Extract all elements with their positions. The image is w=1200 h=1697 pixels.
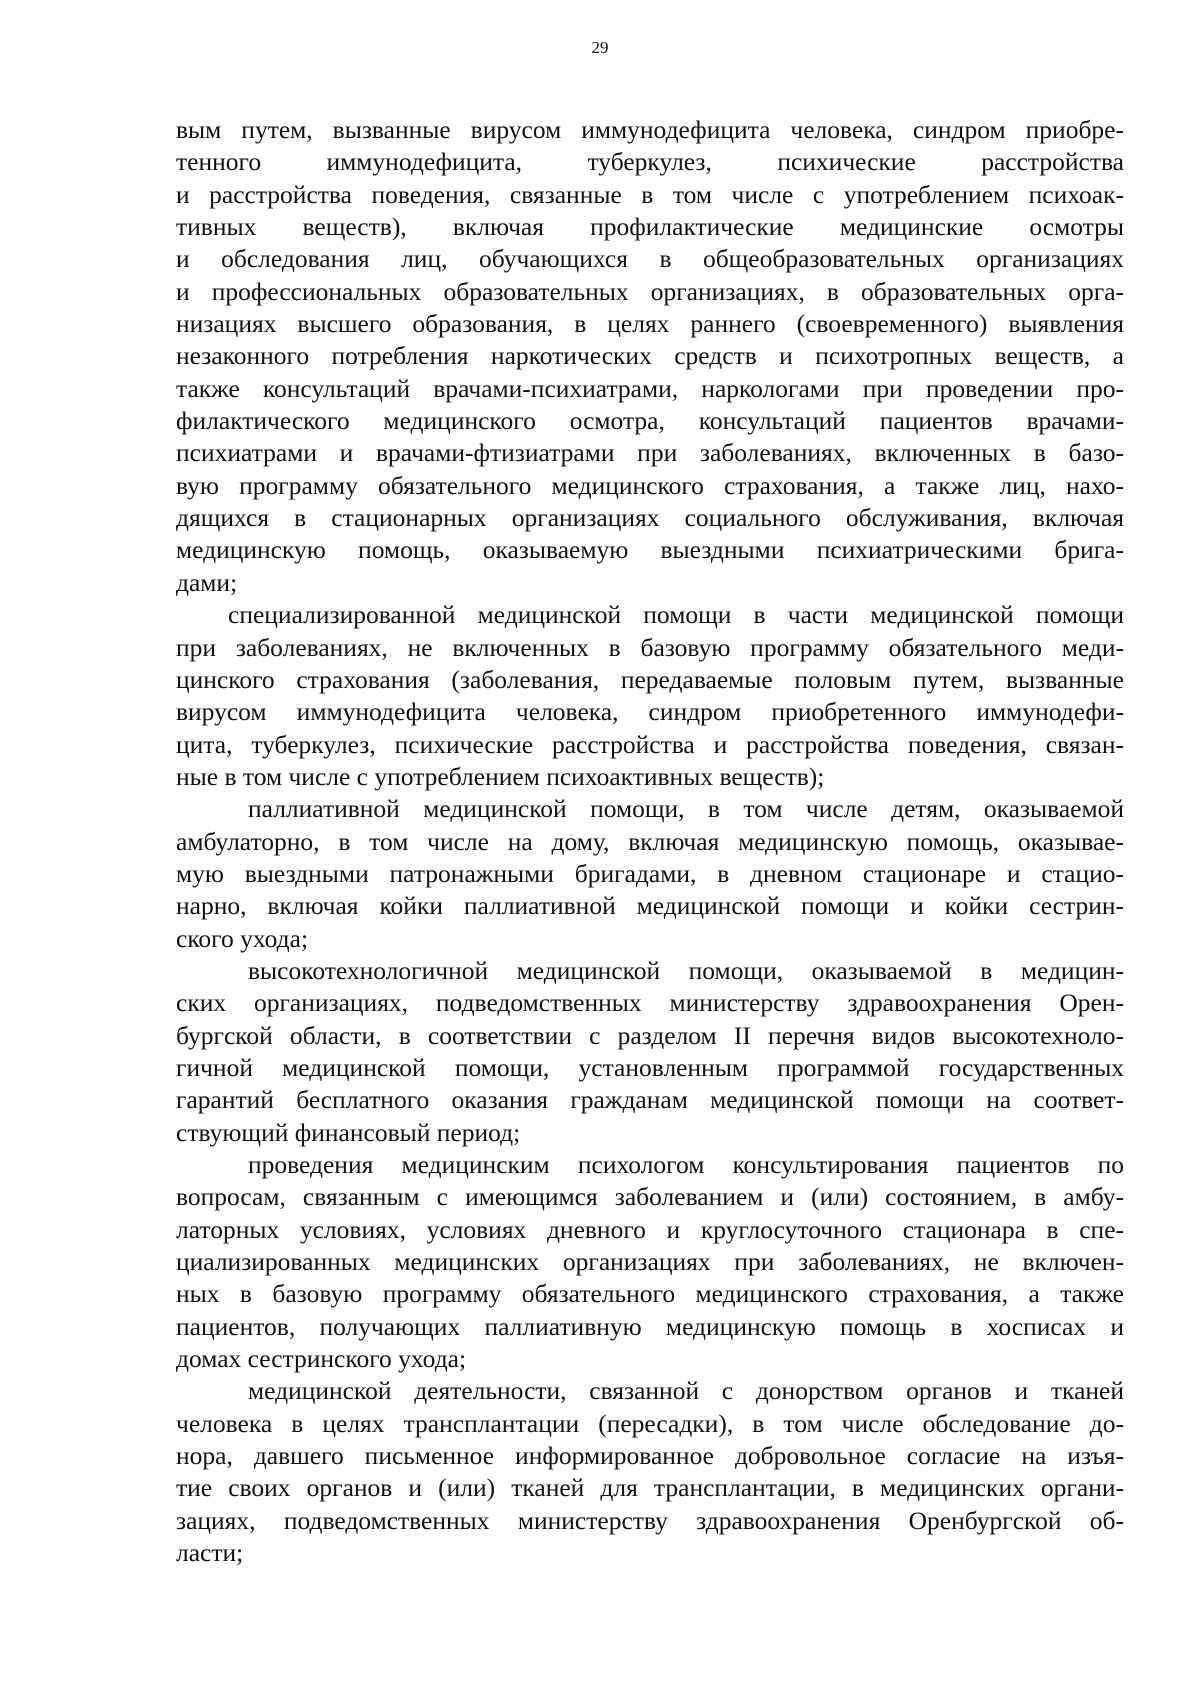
text-line: ных в базовую программу обязательного медицинского страхования, а также [176, 1279, 1124, 1309]
text-line: пациентов, получающих паллиативную медицинскую помощь в хосписах и [176, 1311, 1124, 1341]
text-line: ласти; [176, 1538, 244, 1568]
text-line: нора, давшего письменное информированное добровольное согласие на изъя- [176, 1441, 1124, 1471]
text-line: и обследования лиц, обучающихся в общеобразовательных организациях [176, 244, 1124, 274]
text-line: тивных веществ), включая профилактические медицинские осмотры [176, 212, 1124, 242]
text-line: мую выездными патронажными бригадами, в дневном стационаре и стацио- [176, 858, 1124, 888]
paragraph-first-line: специализированной медицинской помощи в части медицинской помощи [228, 600, 1124, 630]
text-line: гарантий бесплатного оказания гражданам медицинской помощи на соответ- [176, 1085, 1124, 1115]
text-line: человека в целях трансплантации (пересадки), в том числе обследование до- [176, 1408, 1124, 1438]
text-line: амбулаторно, в том числе на дому, включая медицинскую помощь, оказывае- [176, 826, 1124, 856]
text-line: психиатрами и врачами-фтизиатрами при заболеваниях, включенных в базо- [176, 438, 1124, 468]
text-line: вопросам, связанным с имеющимся заболеванием и (или) состоянием, в амбу- [176, 1182, 1124, 1212]
text-line: вую программу обязательного медицинского страхования, а также лиц, нахо- [176, 470, 1124, 500]
paragraph-first-line: паллиативной медицинской помощи, в том числе детям, оказываемой [248, 794, 1124, 824]
paragraph-first-line: высокотехнологичной медицинской помощи, оказываемой в медицин- [248, 955, 1124, 985]
text-line: филактического медицинского осмотра, консультаций пациентов врачами- [176, 406, 1124, 436]
text-line: тие своих органов и (или) тканей для трансплантации, в медицинских органи- [176, 1473, 1124, 1503]
text-line: вым путем, вызванные вирусом иммунодефицита человека, синдром приобре- [176, 115, 1124, 144]
text-line: ствующий финансовый период; [176, 1117, 521, 1147]
text-line: цита, туберкулез, психические расстройства и расстройства поведения, связан- [176, 729, 1124, 759]
text-line: вирусом иммунодефицита человека, синдром приобретенного иммунодефи- [176, 697, 1124, 727]
text-line: также консультаций врачами-психиатрами, наркологами при проведении про- [176, 373, 1124, 403]
text-line: при заболеваниях, не включенных в базовую программу обязательного меди- [176, 632, 1124, 662]
text-line: цинского страхования (заболевания, передаваемые половым путем, вызванные [176, 664, 1124, 694]
text-line: незаконного потребления наркотических средств и психотропных веществ, а [176, 341, 1124, 371]
text-line: ского ухода; [176, 923, 309, 953]
paragraph-first-line: медицинской деятельности, связанной с донорством органов и тканей [248, 1376, 1124, 1406]
text-line: нарно, включая койки паллиативной медицинской помощи и койки сестрин- [176, 891, 1124, 921]
body-text [176, 114, 1124, 1569]
text-line: гичной медицинской помощи, установленным программой государственных [176, 1052, 1124, 1082]
text-line: латорных условиях, условиях дневного и круглосуточного стационара в спе- [176, 1214, 1124, 1244]
text-line: циализированных медицинских организациях при заболеваниях, не включен- [176, 1247, 1124, 1277]
page-number: 29 [591, 38, 609, 57]
text-line: ные в том числе с употреблением психоактивных веществ); [176, 761, 825, 791]
text-line: тенного иммунодефицита, туберкулез, психические расстройства [176, 147, 1124, 177]
text-line: и профессиональных образовательных организациях, в образовательных орга- [176, 276, 1124, 306]
text-line: дами; [176, 567, 238, 597]
text-line: ских организациях, подведомственных министерству здравоохранения Орен- [176, 988, 1124, 1018]
text-line: и расстройства поведения, связанные в том числе с употреблением психоак- [176, 179, 1124, 209]
text-line: зациях, подведомственных министерству здравоохранения Оренбургской об- [176, 1505, 1124, 1535]
text-line: домах сестринского ухода; [176, 1344, 467, 1374]
text-line: дящихся в стационарных организациях социального обслуживания, включая [176, 503, 1124, 533]
text-line: низациях высшего образования, в целях раннего (своевременного) выявления [176, 309, 1124, 339]
text-line: бургской области, в соответствии с разделом II перечня видов высокотехноло- [176, 1020, 1124, 1050]
text-line: медицинскую помощь, оказываемую выездными психиатрическими брига- [176, 535, 1124, 565]
paragraph-first-line: проведения медицинским психологом консультирования пациентов по [248, 1150, 1124, 1179]
